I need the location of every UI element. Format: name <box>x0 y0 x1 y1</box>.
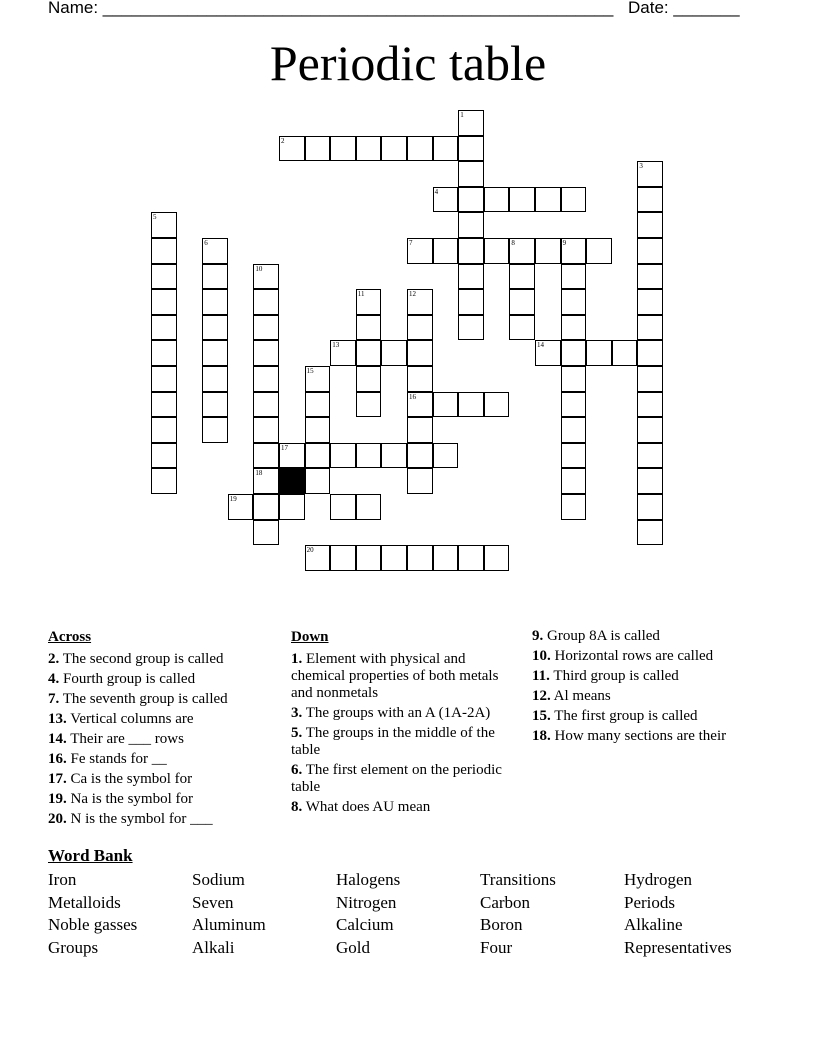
clue-item-number: 16. <box>48 751 67 767</box>
grid-cell[interactable] <box>637 289 663 315</box>
word-bank-word: Boron <box>480 915 523 935</box>
grid-cell[interactable] <box>151 443 177 469</box>
grid-cell[interactable] <box>279 136 305 162</box>
clue-item-text: The first element on the periodic table <box>291 762 502 795</box>
grid-cell[interactable] <box>279 443 305 469</box>
clue-number: 2 <box>281 136 285 145</box>
clue-number: 5 <box>153 213 157 222</box>
grid-cell[interactable] <box>586 340 612 366</box>
clue-item-number: 6. <box>291 762 303 778</box>
word-bank-heading: Word Bank <box>48 846 133 865</box>
grid-cell[interactable] <box>637 238 663 264</box>
grid-cell[interactable] <box>356 545 382 571</box>
grid-cell[interactable] <box>381 443 407 469</box>
grid-cell[interactable] <box>330 443 356 469</box>
grid-cell[interactable] <box>381 136 407 162</box>
grid-cell[interactable] <box>356 289 382 315</box>
clue-item <box>291 762 506 796</box>
down-continued-clue-list <box>532 628 762 745</box>
clue-item <box>48 791 278 808</box>
grid-cell[interactable] <box>458 315 484 341</box>
across-column <box>48 628 278 831</box>
clue-item <box>48 671 278 688</box>
clue-item-text: Group 8A is called <box>543 628 660 644</box>
word-bank-word: Noble gasses <box>48 915 138 935</box>
across-clue-list <box>48 651 278 828</box>
grid-cell[interactable] <box>458 545 484 571</box>
grid-cell[interactable] <box>561 366 587 392</box>
clue-item-text: Al means <box>550 688 611 704</box>
grid-cell[interactable] <box>202 289 228 315</box>
grid-cell[interactable] <box>305 468 331 494</box>
clue-item-text: Fe stands for __ <box>66 751 167 767</box>
grid-cell[interactable] <box>381 545 407 571</box>
grid-cell[interactable] <box>330 136 356 162</box>
date-field[interactable]: Date: _______ <box>628 0 740 17</box>
clue-item-text: N is the symbol for ___ <box>66 811 213 827</box>
clue-item-number: 5. <box>291 725 303 741</box>
grid-cell[interactable] <box>407 366 433 392</box>
grid-cell[interactable] <box>253 494 279 520</box>
clue-item <box>532 708 762 725</box>
grid-cell[interactable] <box>637 315 663 341</box>
clue-item-number: 12. <box>532 688 551 704</box>
word-bank-word: Gold <box>336 938 370 958</box>
clue-item-number: 7. <box>48 691 60 707</box>
grid-cell[interactable] <box>253 520 279 546</box>
grid-cell[interactable] <box>561 494 587 520</box>
grid-cell[interactable] <box>330 494 356 520</box>
grid-cell[interactable] <box>202 264 228 290</box>
clue-item-text: Na is the symbol for <box>66 791 193 807</box>
grid-cell[interactable] <box>561 443 587 469</box>
grid-cell[interactable] <box>637 494 663 520</box>
grid-cell[interactable] <box>228 494 254 520</box>
grid-cell[interactable] <box>151 264 177 290</box>
clue-item <box>48 711 278 728</box>
grid-cell[interactable] <box>561 468 587 494</box>
grid-cell[interactable] <box>637 443 663 469</box>
grid-cell[interactable] <box>202 315 228 341</box>
clue-item-number: 4. <box>48 671 60 687</box>
grid-cell[interactable] <box>509 238 535 264</box>
clue-number: 20 <box>306 546 314 555</box>
grid-cell[interactable] <box>356 494 382 520</box>
clue-item <box>48 771 278 788</box>
clue-number: 3 <box>639 162 643 171</box>
clue-number: 16 <box>409 392 416 401</box>
grid-cell[interactable] <box>637 520 663 546</box>
clue-item-number: 20. <box>48 811 67 827</box>
word-bank-word: Nitrogen <box>336 892 397 912</box>
grid-cell[interactable] <box>433 392 459 418</box>
grid-cell[interactable] <box>407 468 433 494</box>
clue-number: 10 <box>255 264 263 273</box>
word-bank-word: Halogens <box>336 870 401 889</box>
clue-item <box>48 651 278 668</box>
clue-number: 18 <box>255 469 263 478</box>
grid-cell[interactable] <box>305 136 331 162</box>
across-heading: Across <box>48 629 92 645</box>
word-bank-word: Hydrogen <box>624 870 692 889</box>
grid-cell[interactable] <box>407 443 433 469</box>
clue-item-text: Element with physical and chemical properties of both metals and nonmetals <box>291 651 499 701</box>
clue-item-number: 9. <box>532 628 544 644</box>
grid-cell[interactable] <box>561 315 587 341</box>
down-heading: Down <box>291 629 329 645</box>
clue-item <box>48 731 278 748</box>
grid-cell[interactable] <box>458 161 484 187</box>
clue-item <box>291 725 506 759</box>
grid-cell[interactable] <box>561 187 587 213</box>
grid-cell[interactable] <box>458 187 484 213</box>
grid-cell[interactable] <box>612 340 638 366</box>
grid-cell[interactable] <box>561 392 587 418</box>
clue-item-text: Third group is called <box>549 668 679 684</box>
clue-item <box>48 691 278 708</box>
grid-cell[interactable] <box>151 212 177 238</box>
grid-cell[interactable] <box>202 417 228 443</box>
grid-cell[interactable] <box>637 212 663 238</box>
clue-item-number: 15. <box>532 708 551 724</box>
grid-cell[interactable] <box>202 392 228 418</box>
grid-cell[interactable] <box>561 417 587 443</box>
grid-cell[interactable] <box>253 443 279 469</box>
clue-item-number: 14. <box>48 731 67 747</box>
grid-cell[interactable] <box>484 545 510 571</box>
grid-cell[interactable] <box>151 289 177 315</box>
clue-number: 1 <box>460 111 464 119</box>
word-bank-word: Aluminum <box>192 915 266 935</box>
grid-cell[interactable] <box>253 392 279 418</box>
word-bank-word: Transitions <box>480 870 556 889</box>
clue-item-number: 1. <box>291 651 303 667</box>
clue-number: 8 <box>511 239 515 247</box>
grid-cell[interactable] <box>305 417 331 443</box>
down-clue-list <box>291 651 506 816</box>
grid-cell[interactable] <box>356 315 382 341</box>
clue-item-text: The seventh group is called <box>59 691 228 707</box>
grid-cell[interactable] <box>305 366 331 392</box>
grid-cell[interactable] <box>637 468 663 494</box>
grid-cell[interactable] <box>356 136 382 162</box>
grid-cell[interactable] <box>407 545 433 571</box>
clue-item-text: What does AU mean <box>302 799 431 815</box>
grid-cell[interactable] <box>458 212 484 238</box>
word-bank <box>48 845 768 958</box>
grid-cell[interactable] <box>535 238 561 264</box>
word-bank-word: Representatives <box>624 938 732 958</box>
page-title: Periodic table <box>269 35 547 91</box>
grid-cell[interactable] <box>637 366 663 392</box>
clue-item-number: 11. <box>532 668 550 684</box>
grid-cell[interactable] <box>637 392 663 418</box>
clue-number: 13 <box>332 341 340 350</box>
clue-item-text: Horizontal rows are called <box>550 648 714 664</box>
clue-number: 7 <box>409 239 413 247</box>
clue-item <box>291 799 506 816</box>
grid-cell[interactable] <box>407 289 433 315</box>
grid-cell[interactable] <box>407 136 433 162</box>
grid-cell[interactable] <box>586 238 612 264</box>
word-bank-word: Carbon <box>480 892 531 912</box>
clue-item-text: Vertical columns are <box>66 711 194 727</box>
grid-cell[interactable] <box>330 340 356 366</box>
grid-cell[interactable] <box>151 366 177 392</box>
clue-item-number: 18. <box>532 728 551 744</box>
clue-number: 9 <box>562 239 567 247</box>
grid-cell[interactable] <box>151 340 177 366</box>
down-column <box>291 628 506 819</box>
grid-cell[interactable] <box>637 187 663 213</box>
grid-cell[interactable] <box>433 136 459 162</box>
word-bank-word: Four <box>480 938 513 958</box>
clue-number: 11 <box>357 290 365 299</box>
grid-cell[interactable] <box>356 366 382 392</box>
clue-number: 4 <box>434 187 439 196</box>
grid-cell[interactable] <box>253 289 279 315</box>
grid-cell[interactable] <box>433 238 459 264</box>
clue-number: 17 <box>281 443 288 452</box>
grid-cell[interactable] <box>637 161 663 187</box>
name-field[interactable]: Name: ______________________________________________________ <box>48 0 614 17</box>
grid-cell[interactable] <box>305 545 331 571</box>
word-bank-word: Iron <box>48 870 77 889</box>
grid-cell[interactable] <box>407 392 433 418</box>
clue-item-number: 2. <box>48 651 60 667</box>
clue-number: 14 <box>537 341 544 350</box>
grid-cell[interactable] <box>509 264 535 290</box>
grid-cell[interactable] <box>330 545 356 571</box>
grid-cell[interactable] <box>637 264 663 290</box>
grid-cell[interactable] <box>253 468 279 494</box>
grid-cell[interactable] <box>458 238 484 264</box>
grid-cell[interactable] <box>484 187 510 213</box>
grid-cell[interactable] <box>202 366 228 392</box>
grid-cell[interactable] <box>356 392 382 418</box>
clue-item-number: 10. <box>532 648 551 664</box>
clue-number: 15 <box>306 367 314 375</box>
clue-item-number: 17. <box>48 771 67 787</box>
grid-cell[interactable] <box>458 110 484 136</box>
word-bank-word: Periods <box>624 892 675 912</box>
word-bank-word: Seven <box>192 892 234 912</box>
grid-cell[interactable] <box>458 289 484 315</box>
word-bank-word: Sodium <box>192 870 245 889</box>
grid-cell[interactable] <box>484 238 510 264</box>
clue-item-text: Ca is the symbol for <box>66 771 193 787</box>
clue-item <box>532 628 762 645</box>
clue-item-text: The second group is called <box>59 651 224 667</box>
grid-cell[interactable] <box>356 340 382 366</box>
grid-cell[interactable] <box>151 417 177 443</box>
grid-cell[interactable] <box>561 264 587 290</box>
grid-cell[interactable] <box>151 468 177 494</box>
grid-cell[interactable] <box>407 340 433 366</box>
grid-cell[interactable] <box>561 289 587 315</box>
clue-item <box>532 668 762 685</box>
grid-cell[interactable] <box>202 238 228 264</box>
grid-cell[interactable] <box>484 392 510 418</box>
clue-item-number: 8. <box>291 799 303 815</box>
word-bank-word: Calcium <box>336 915 394 935</box>
clue-item-number: 13. <box>48 711 67 727</box>
clue-item-text: How many sections are their <box>550 728 727 744</box>
grid-cell[interactable] <box>151 238 177 264</box>
grid-cell[interactable] <box>305 443 331 469</box>
grid-cell[interactable] <box>433 443 459 469</box>
grid-cell[interactable] <box>561 238 587 264</box>
clue-number: 19 <box>229 495 237 503</box>
grid-cell[interactable] <box>637 340 663 366</box>
grid-cell[interactable] <box>253 315 279 341</box>
grid-cell[interactable] <box>253 366 279 392</box>
clue-number: 6 <box>204 239 208 247</box>
clue-item <box>532 648 762 665</box>
grid-cell[interactable] <box>151 315 177 341</box>
word-bank-word: Alkali <box>192 938 235 958</box>
grid-cell[interactable] <box>535 187 561 213</box>
grid-cell[interactable] <box>151 392 177 418</box>
grid-cell[interactable] <box>535 340 561 366</box>
clue-item-text: Their are ___ rows <box>66 731 184 747</box>
grid-cell[interactable] <box>202 340 228 366</box>
down-continued-column <box>532 628 762 748</box>
clue-item <box>532 688 762 705</box>
grid-cell[interactable] <box>458 264 484 290</box>
grid-cell[interactable] <box>458 136 484 162</box>
grid-cell[interactable] <box>279 494 305 520</box>
clue-item <box>532 728 762 745</box>
word-bank-word: Metalloids <box>48 892 121 912</box>
clue-number: 12 <box>409 290 416 299</box>
grid-cell[interactable] <box>509 289 535 315</box>
black-cell <box>279 468 305 494</box>
grid-cell[interactable] <box>407 417 433 443</box>
clue-item <box>291 705 506 722</box>
grid-cell[interactable] <box>253 340 279 366</box>
grid-cell[interactable] <box>637 417 663 443</box>
grid-cell[interactable] <box>407 315 433 341</box>
clue-item-text: The groups in the middle of the table <box>291 725 495 758</box>
grid-cell[interactable] <box>253 264 279 290</box>
grid-cell[interactable] <box>458 392 484 418</box>
clue-item-text: The first group is called <box>550 708 698 724</box>
word-bank-word: Groups <box>48 938 99 958</box>
grid-cell[interactable] <box>356 443 382 469</box>
grid-cell[interactable] <box>433 187 459 213</box>
clue-item-number: 19. <box>48 791 67 807</box>
grid-cell[interactable] <box>433 545 459 571</box>
word-bank-word: Alkaline <box>624 915 683 935</box>
grid-cell[interactable] <box>509 315 535 341</box>
clue-item-text: The groups with an A (1A-2A) <box>302 705 491 721</box>
clue-item-number: 3. <box>291 705 303 721</box>
grid-cell[interactable] <box>305 392 331 418</box>
grid-cell[interactable] <box>253 417 279 443</box>
clue-item-text: Fourth group is called <box>59 671 196 687</box>
grid-cell[interactable] <box>561 340 587 366</box>
clue-item <box>48 811 278 828</box>
grid-cell[interactable] <box>381 340 407 366</box>
grid-cell[interactable] <box>509 187 535 213</box>
clue-item <box>291 651 506 702</box>
clue-item <box>48 751 278 768</box>
grid-cell[interactable] <box>407 238 433 264</box>
